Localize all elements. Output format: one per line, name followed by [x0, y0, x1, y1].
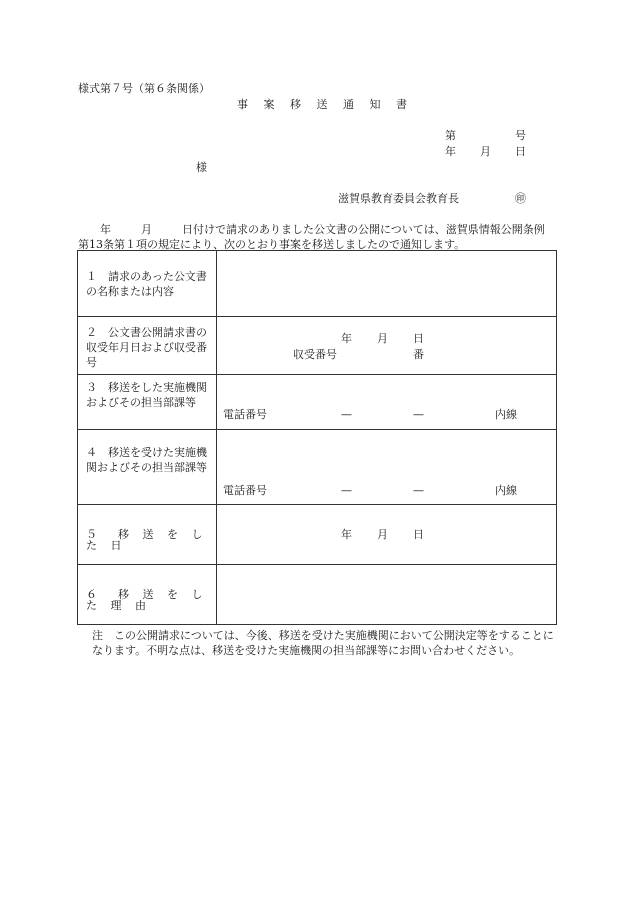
label-cell	[78, 505, 217, 565]
seal-mark: ㊞	[515, 192, 526, 205]
row2-label: ２ 公文書公開請求書の収受年月日および収受番号	[86, 326, 207, 369]
table-row	[78, 375, 557, 430]
date-day-label: 日	[515, 145, 526, 158]
row6-label: ６ 移 送 を し た 理 由	[86, 588, 208, 612]
date-month-label: 月	[480, 145, 491, 158]
label-cell	[78, 430, 217, 505]
row3-phone-label: 電話番号	[223, 408, 267, 421]
table-row	[78, 505, 557, 565]
intro-year: 年	[100, 223, 111, 236]
row2-year: 年	[341, 332, 352, 345]
row5-day: 日	[413, 528, 424, 541]
row3-extension-label: 内線	[495, 408, 517, 421]
row2-ban: 番	[413, 348, 424, 361]
intro-month: 月	[141, 223, 152, 236]
table-row	[78, 317, 557, 375]
row4-phone-label: 電話番号	[223, 484, 267, 497]
row2-receipt-label: 収受番号	[293, 348, 337, 361]
row3-label: ３ 移送をした実施機関およびその担当部課等	[86, 381, 207, 409]
issuer-name: 滋賀県教育委員会教育長	[338, 192, 459, 205]
row2-day: 日	[413, 332, 424, 345]
date-year-label: 年	[445, 145, 456, 158]
table-row	[78, 251, 557, 317]
doc-number-prefix: 第	[445, 129, 456, 142]
receipt-info-field[interactable]	[217, 317, 557, 375]
form-number: 様式第７号（第６条関係）	[78, 82, 210, 95]
document-title: 事 案 移 送 通 知 書	[237, 98, 413, 111]
row3-dash-1: —	[341, 408, 352, 421]
intro-text: 日付けで請求のありました公文書の公開については、滋賀県情報公開条例第13条第１項の規定により、次のとおり事案を移送しましたので通知します。	[78, 223, 545, 251]
row5-month: 月	[377, 528, 388, 541]
note-text: この公開請求については、今後、移送を受けた実施機関において公開決定等をすることになります。不明な点は、移送を受けた実施機関の担当部課等にお問い合わせください。	[92, 629, 554, 657]
row3-dash-2: —	[413, 408, 424, 421]
row4-dash-2: —	[413, 484, 424, 497]
doc-number-suffix: 号	[515, 129, 526, 142]
label-cell	[78, 251, 217, 317]
row5-label: ５ 移 送 を し た 日	[86, 528, 208, 552]
transfer-details-table	[77, 250, 557, 625]
label-cell	[78, 565, 217, 625]
sending-agency-field[interactable]	[217, 375, 557, 430]
receiving-agency-field[interactable]	[217, 430, 557, 505]
row4-label: ４ 移送を受けた実施機関およびその担当部課等	[86, 446, 207, 474]
label-cell	[78, 317, 217, 375]
label-cell	[78, 375, 217, 430]
transfer-date-field[interactable]	[217, 505, 557, 565]
row5-year: 年	[341, 528, 352, 541]
table-row	[78, 430, 557, 505]
row1-label: １ 請求のあった公文書の名称または内容	[86, 270, 207, 298]
addressee-suffix: 様	[196, 161, 207, 174]
table-row	[78, 565, 557, 625]
row2-month: 月	[377, 332, 388, 345]
transfer-reason-field[interactable]	[217, 565, 557, 625]
footnote	[92, 628, 562, 658]
request-content-field[interactable]	[217, 251, 557, 317]
row4-dash-1: —	[341, 484, 352, 497]
row4-extension-label: 内線	[495, 484, 517, 497]
intro-paragraph	[78, 222, 548, 252]
note-lead: 注	[92, 629, 103, 642]
